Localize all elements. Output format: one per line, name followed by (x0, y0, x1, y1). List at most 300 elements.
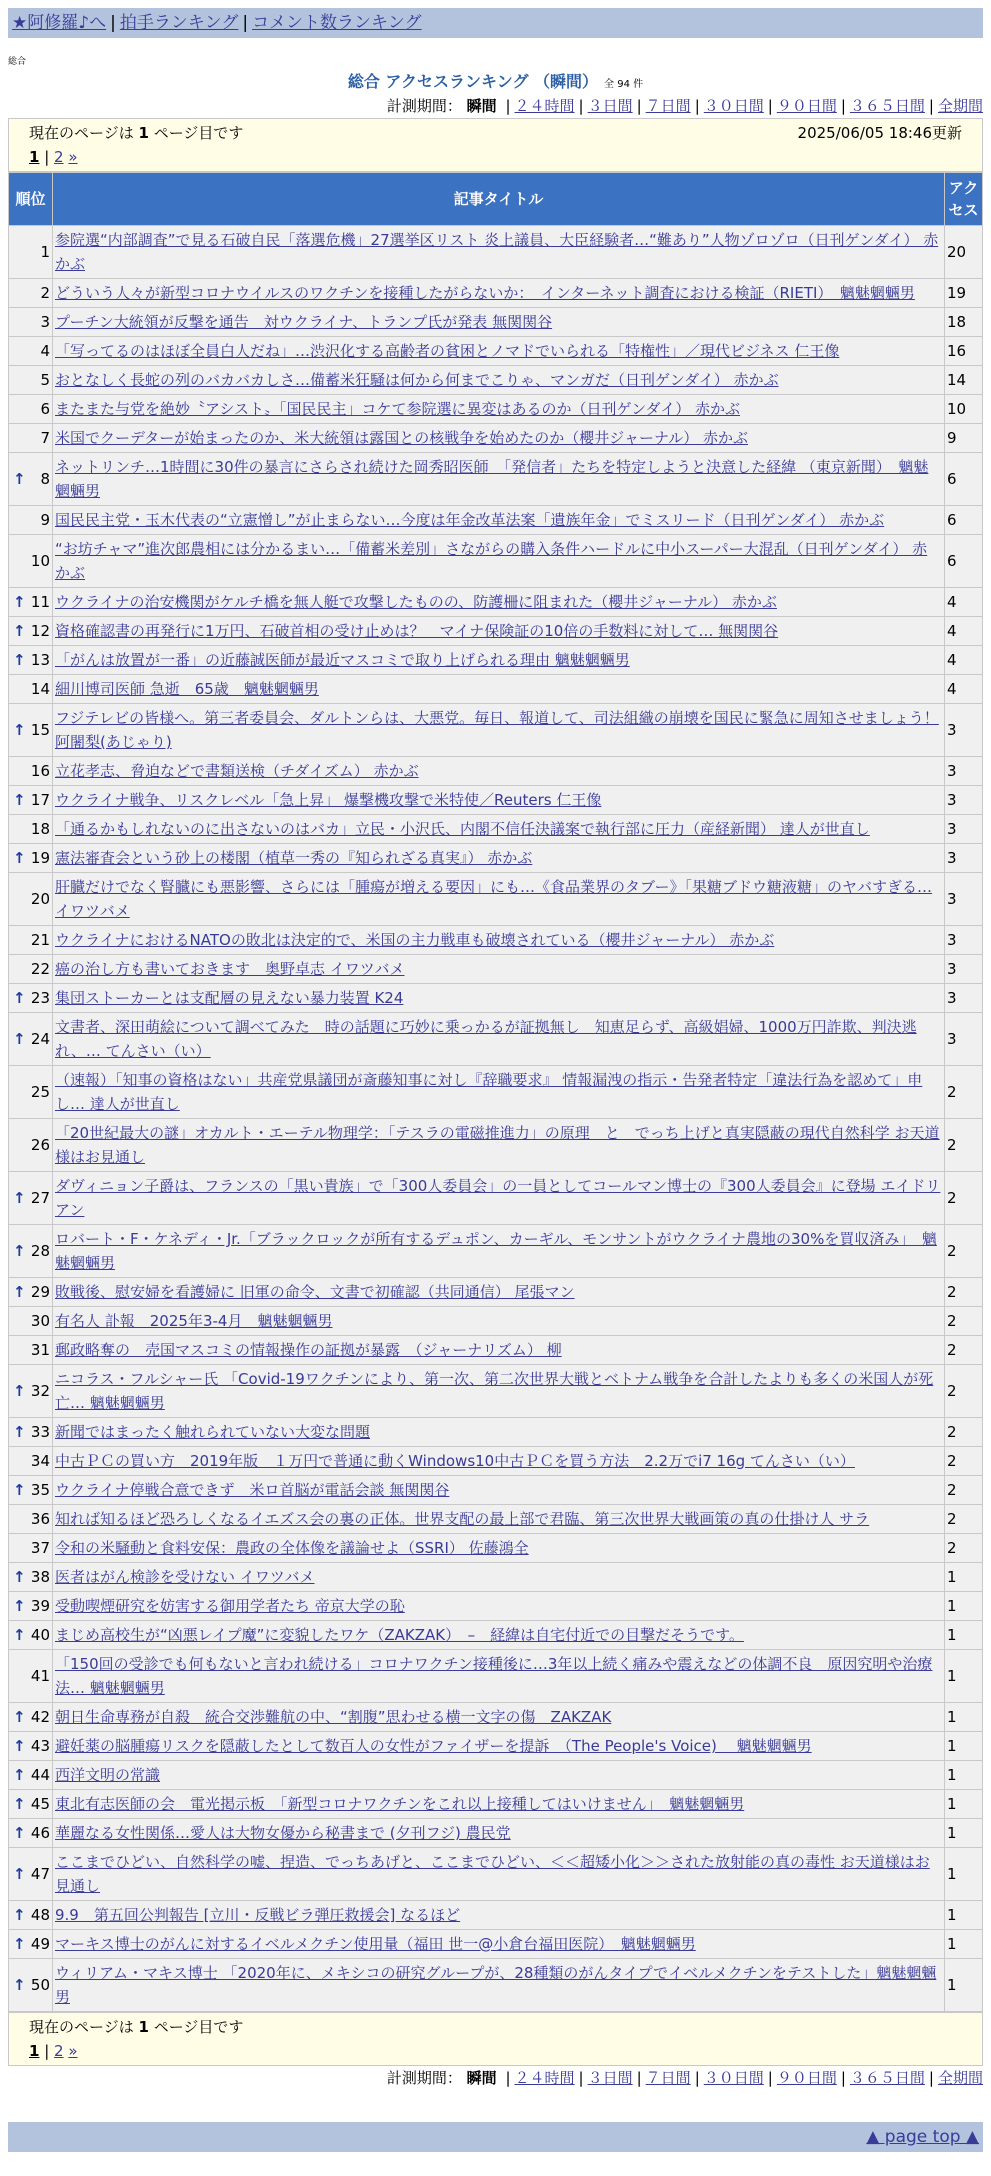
access-count: 2 (945, 1066, 983, 1119)
table-row (9, 1848, 983, 1901)
table-row (9, 1307, 983, 1336)
table-row (9, 1225, 983, 1278)
table-row (9, 617, 983, 646)
up-arrow-icon: ↑ (13, 1283, 26, 1301)
access-count: 4 (945, 588, 983, 617)
rank-number: 13 (30, 651, 50, 669)
table-row (9, 588, 983, 617)
title-cell (53, 1505, 945, 1534)
period-link[interactable]: 全期間 (937, 97, 983, 115)
period-link[interactable]: ２４時間 (514, 2069, 575, 2087)
table-row (9, 675, 983, 704)
pager: 1 | 2 » (29, 2042, 78, 2060)
title-cell (53, 1703, 945, 1732)
period-selector-top (8, 94, 983, 118)
access-count: 16 (945, 337, 983, 366)
section-label: 総合 (8, 57, 27, 67)
article-link[interactable]: 「20世紀最大の謎」オカルト・エーテル物理学：「テスラの電磁推進力」の原理 と でっち上げと真実隠蔽の現代自然科学 お天道様はお見通し (55, 1124, 940, 1166)
access-count: 1 (945, 1650, 983, 1703)
page-info-text: 現在のページは 1 ページ目です (29, 124, 244, 142)
table-row (9, 1336, 983, 1365)
rank-number: 17 (30, 791, 50, 809)
rank-cell (9, 1848, 53, 1901)
table-row (9, 279, 983, 308)
table-row (9, 535, 983, 588)
table-row (9, 1172, 983, 1225)
rank-number: 37 (30, 1539, 50, 1557)
table-row (9, 1365, 983, 1418)
table-row (9, 646, 983, 675)
nav-separator: | (110, 13, 116, 33)
article-link[interactable]: ウクライナ停戦合意できず 米ロ首脳が電話会談 無関関谷 (55, 1481, 450, 1499)
rank-number: 7 (40, 429, 50, 447)
rank-number: 44 (30, 1766, 50, 1784)
rank-number: 11 (30, 593, 50, 611)
title-cell (53, 1225, 945, 1278)
rank-cell (9, 424, 53, 453)
article-link[interactable]: どういう人々が新型コロナウイルスのワクチンを接種したがらないか： インターネット調査における検証（RIETI） 魑魅魍魎男 (55, 284, 915, 302)
rank-number: 48 (30, 1906, 50, 1924)
article-link[interactable]: フジテレビの皆様へ。第三者委員会、ダルトンらは、大悪党。毎日、報道して、司法組織の崩壊を国民に緊急に周知させましょう！ 阿闍梨(あじゃり) (55, 709, 939, 751)
access-count: 3 (945, 844, 983, 873)
access-count: 4 (945, 617, 983, 646)
title-cell (53, 1901, 945, 1930)
rank-number: 46 (30, 1824, 50, 1842)
period-link[interactable]: ９０日間 (776, 97, 837, 115)
up-arrow-icon: ↑ (13, 622, 26, 640)
rank-number: 1 (40, 243, 50, 261)
rank-number: 50 (30, 1976, 50, 1994)
article-link[interactable]: ウクライナにおけるNATOの敗北は決定的で、米国の主力戦車も破壊されている（櫻井ジャーナル） 赤かぶ (55, 931, 775, 949)
period-link[interactable]: ７日間 (645, 97, 691, 115)
rank-number: 28 (30, 1242, 50, 1260)
period-links (501, 97, 983, 115)
pager-current[interactable]: 1 (29, 148, 40, 166)
title-cell (53, 675, 945, 704)
title-cell (53, 1336, 945, 1365)
table-row (9, 1790, 983, 1819)
ranking-total-count: 全 94 件 (604, 79, 644, 90)
rank-number: 23 (30, 989, 50, 1007)
pager-next[interactable]: » (68, 148, 78, 166)
rank-number: 16 (30, 762, 50, 780)
period-link[interactable]: ３６５日間 (849, 97, 925, 115)
access-count: 2 (945, 1534, 983, 1563)
nav-link-comment-ranking[interactable]: コメント数ランキング (252, 13, 422, 33)
access-count: 1 (945, 1959, 983, 2012)
title-cell (53, 337, 945, 366)
article-link[interactable]: 避妊薬の脳腫瘍リスクを隠蔽したとして数百人の女性がファイザーを提訴 （The People's Voice) 魑魅魍魎男 (55, 1737, 812, 1755)
period-separator: | (636, 97, 642, 115)
rank-cell (9, 1365, 53, 1418)
article-link[interactable]: 「150回の受診でも何もないと言われ続ける」コロナワクチン接種後に…3年以上続く痛みや震えなどの体調不良 原因究明や治療法… 魑魅魍魎男 (55, 1655, 933, 1697)
article-link[interactable]: 令和の米騒動と食料安保：農政の全体像を議論せよ（SSRI） 佐藤鴻全 (55, 1539, 529, 1557)
rank-cell (9, 1476, 53, 1505)
table-row (9, 1476, 983, 1505)
period-current: 瞬間 (466, 97, 497, 115)
period-separator: | (578, 2069, 584, 2087)
article-link[interactable]: 参院選“内部調査”で見る石破自民「落選危機」27選挙区リスト 炎上議員、大臣経験者…“難あり”人物ゾロゾロ（日刊ゲンダイ） 赤かぶ (55, 231, 939, 273)
up-arrow-icon: ↑ (13, 1423, 26, 1441)
rank-cell (9, 1278, 53, 1307)
article-link[interactable]: 肝臓だけでなく腎臓にも悪影響、さらには「腫瘍が増える要因」にも…《食品業界のタブー》「果糖ブドウ糖液糖」のヤバすぎる… イワツバメ (55, 878, 933, 920)
pager-next[interactable]: » (68, 2042, 78, 2060)
article-link[interactable]: ウィリアム・マキス博士 「2020年に、メキシコの研究グループが、28種類のがんタイプでイベルメクチンをテストした」魑魅魍魎男 (55, 1964, 937, 2006)
nav-link-applause-ranking[interactable]: 拍手ランキング (119, 13, 239, 33)
header-access: アクセス (945, 173, 983, 226)
article-link[interactable]: ウクライナ戦争、リスクレベル「急上昇」 爆撃機攻撃で米特使／Reuters 仁王像 (55, 791, 602, 809)
table-row (9, 1901, 983, 1930)
period-link[interactable]: ３日間 (587, 97, 633, 115)
rank-cell (9, 984, 53, 1013)
nav-separator: | (242, 13, 249, 33)
table-row (9, 757, 983, 786)
access-count: 3 (945, 873, 983, 926)
access-count: 18 (945, 308, 983, 337)
article-link[interactable]: ダヴィニョン子爵は、フランスの「黒い貴族」で「300人委員会」の一員としてコールマン博士の『300人委員会』に登場 エイドリアン (55, 1177, 941, 1219)
article-link[interactable]: 華麗なる女性関係…愛人は大物女優から秘書まで (夕刊フジ) 農民党 (55, 1824, 511, 1842)
up-arrow-icon: ↑ (13, 1382, 26, 1400)
table-row (9, 1732, 983, 1761)
page-info-text: 現在のページは 1 ページ目です (29, 2018, 244, 2036)
rank-cell (9, 1119, 53, 1172)
rank-cell (9, 757, 53, 786)
article-link[interactable]: ロバート・F・ケネディ・Jr.「ブラックロックが所有するデュポン、カーギル、モンサントがウクライナ農地の30%を買収済み」 魑魅魍魎男 (55, 1230, 937, 1272)
period-link[interactable]: ３日間 (587, 2069, 633, 2087)
rank-number: 27 (30, 1189, 50, 1207)
table-row (9, 815, 983, 844)
title-cell (53, 617, 945, 646)
access-count: 6 (945, 453, 983, 506)
rank-number: 12 (30, 622, 50, 640)
article-link[interactable]: （速報）「知事の資格はない」共産党県議団が斎藤知事に対し『辞職要求』 情報漏洩の指示・告発者特定「違法行為を認めて」申し… 達人が世直し (55, 1071, 923, 1113)
article-link[interactable]: 米国でクーデターが始まったのか、米大統領は露国との核戦争を始めたのか（櫻井ジャーナル） 赤かぶ (55, 429, 748, 447)
article-link[interactable]: おとなしく長蛇の列のバカバカしさ…備蓄米狂騒は何から何までこりゃ、マンガだ（日刊ゲンダイ） 赤かぶ (55, 371, 779, 389)
table-row (9, 453, 983, 506)
access-count: 1 (945, 1848, 983, 1901)
article-link[interactable]: ウクライナの治安機関がケルチ橋を無人艇で攻撃したものの、防護柵に阻まれた（櫻井ジャーナル） 赤かぶ (55, 593, 777, 611)
up-arrow-icon: ↑ (13, 1865, 26, 1883)
rank-cell (9, 588, 53, 617)
rank-number: 35 (30, 1481, 50, 1499)
rank-number: 45 (30, 1795, 50, 1813)
article-link[interactable]: マーキス博士のがんに対するイベルメクチン使用量（福田 世一@小倉台福田医院） 魑魅魍魎男 (55, 1935, 696, 1953)
table-row (9, 1278, 983, 1307)
article-link[interactable]: 集団ストーカーとは支配層の見えない暴力装置 K24 (55, 989, 404, 1007)
access-count: 2 (945, 1119, 983, 1172)
table-row (9, 395, 983, 424)
title-cell (53, 535, 945, 588)
period-separator: | (767, 2069, 773, 2087)
article-link[interactable]: 「がんは放置が一番」の近藤誠医師が最近マスコミで取り上げられる理由 魑魅魍魎男 (55, 651, 630, 669)
period-separator: | (694, 2069, 700, 2087)
period-current: 瞬間 (466, 2069, 497, 2087)
rank-cell (9, 955, 53, 984)
article-link[interactable]: 郵政略奪の 売国マスコミの情報操作の証拠が暴露 （ジャーナリズム） 柳 (55, 1341, 562, 1359)
table-row (9, 337, 983, 366)
update-timestamp: 2025/06/05 18:46更新 (797, 124, 962, 142)
rank-number: 42 (30, 1708, 50, 1726)
access-count: 2 (945, 1365, 983, 1418)
title-cell (53, 226, 945, 279)
access-count: 6 (945, 535, 983, 588)
page (8, 0, 983, 2152)
rank-number: 22 (30, 960, 50, 978)
access-count: 3 (945, 757, 983, 786)
table-row (9, 786, 983, 815)
rank-cell (9, 1172, 53, 1225)
access-count: 3 (945, 984, 983, 1013)
period-selector-bottom (8, 2066, 983, 2090)
rank-cell (9, 646, 53, 675)
table-row (9, 873, 983, 926)
table-row (9, 1013, 983, 1066)
rank-cell (9, 337, 53, 366)
access-count: 1 (945, 1621, 983, 1650)
bottom-bar (8, 2122, 983, 2152)
table-header-row (9, 173, 983, 226)
table-row (9, 704, 983, 757)
rank-number: 6 (40, 400, 50, 418)
article-link[interactable]: 「写ってるのはほぼ全員白人だね」…渋沢化する高齢者の貧困とノマドでいられる「特権性」／現代ビジネス 仁王像 (55, 342, 840, 360)
table-row (9, 926, 983, 955)
title-cell (53, 1819, 945, 1848)
rank-cell (9, 786, 53, 815)
access-count: 9 (945, 424, 983, 453)
title-cell (53, 395, 945, 424)
access-count: 2 (945, 1307, 983, 1336)
article-link[interactable]: ニコラス・フルシャー氏 「Covid-19ワクチンにより、第一次、第二次世界大戦とベトナム戦争を合計したよりも多くの米国人が死亡… 魑魅魍魎男 (55, 1370, 934, 1412)
up-arrow-icon: ↑ (13, 1737, 26, 1755)
rank-cell (9, 1959, 53, 2012)
title-cell (53, 1013, 945, 1066)
article-link[interactable]: 立花孝志、脅迫などで書類送検（チダイズム） 赤かぶ (55, 762, 419, 780)
rank-cell (9, 1013, 53, 1066)
rank-number: 18 (30, 820, 50, 838)
table-row (9, 844, 983, 873)
page-top-link[interactable]: ▲ page top ▲ (866, 2127, 979, 2147)
nav-link-asyura-home[interactable]: ★阿修羅♪へ (12, 13, 107, 33)
rank-number: 40 (30, 1626, 50, 1644)
table-row (9, 1563, 983, 1592)
access-count: 3 (945, 704, 983, 757)
period-link[interactable]: ３０日間 (703, 2069, 764, 2087)
rank-number: 2 (40, 284, 50, 302)
title-cell (53, 1534, 945, 1563)
table-row (9, 308, 983, 337)
access-count: 1 (945, 1819, 983, 1848)
period-link[interactable]: ３０日間 (703, 97, 764, 115)
rank-cell (9, 453, 53, 506)
title-cell (53, 1930, 945, 1959)
article-link[interactable]: 知れば知るほど恐ろしくなるイエズス会の裏の正体。世界支配の最上部で君臨、第三次世界大戦画策の真の仕掛け人 サラ (55, 1510, 870, 1528)
article-link[interactable]: プーチン大統領が反撃を通告 対ウクライナ、トランプ氏が発表 無関関谷 (55, 313, 553, 331)
rank-number: 32 (30, 1382, 50, 1400)
access-count: 1 (945, 1930, 983, 1959)
title-cell (53, 1563, 945, 1592)
rank-number: 20 (30, 890, 50, 908)
article-link[interactable]: 有名人 訃報 2025年3-4月 魑魅魍魎男 (55, 1312, 333, 1330)
title-cell (53, 1732, 945, 1761)
access-count: 4 (945, 646, 983, 675)
up-arrow-icon: ↑ (13, 593, 26, 611)
rank-cell (9, 1307, 53, 1336)
period-link[interactable]: ７日間 (645, 2069, 691, 2087)
title-cell (53, 453, 945, 506)
up-arrow-icon: ↑ (13, 1766, 26, 1784)
table-row (9, 506, 983, 535)
rank-number: 21 (30, 931, 50, 949)
rank-cell (9, 1930, 53, 1959)
article-link[interactable]: 細川博司医師 急逝 65歳 魑魅魍魎男 (55, 680, 319, 698)
article-link[interactable]: 癌の治し方も書いておきます 奥野卓志 イワツバメ (55, 960, 405, 978)
title-cell (53, 1066, 945, 1119)
rank-number: 49 (30, 1935, 50, 1953)
rank-number: 31 (30, 1341, 50, 1359)
rank-cell (9, 395, 53, 424)
title-cell (53, 1365, 945, 1418)
title-cell (53, 1621, 945, 1650)
article-link[interactable]: 文書者、深田萌絵について調べてみた 時の話題に巧妙に乗っかるが証拠無し 知恵足らず、高級娼婦、1000万円詐欺、判決逃れ、… てんさい（い） (55, 1018, 917, 1060)
title-cell (53, 1307, 945, 1336)
access-count: 6 (945, 506, 983, 535)
article-link[interactable]: まじめ高校生が“凶悪レイプ魔”に変貌したワケ（ZAKZAK） – 経緯は自宅付近での目撃だそうです。 (55, 1626, 744, 1644)
rank-number: 36 (30, 1510, 50, 1528)
rank-cell (9, 1819, 53, 1848)
page-info-top (8, 118, 983, 172)
period-separator: | (928, 2069, 934, 2087)
title-cell (53, 704, 945, 757)
period-link[interactable]: ３６５日間 (849, 2069, 925, 2087)
ranking-table (8, 172, 983, 2012)
pager-current[interactable]: 1 (29, 2042, 40, 2060)
article-link[interactable]: “お坊チャマ”進次郎農相には分かるまい…「備蓄米差別」さながらの購入条件ハードルに中小スーパー大混乱（日刊ゲンダイ） 赤かぶ (55, 540, 928, 582)
period-separator: | (578, 97, 584, 115)
rank-number: 19 (30, 849, 50, 867)
up-arrow-icon: ↑ (13, 1976, 26, 1994)
rank-cell (9, 366, 53, 395)
rank-number: 33 (30, 1423, 50, 1441)
table-row (9, 1819, 983, 1848)
title-cell (53, 1447, 945, 1476)
period-separator: | (840, 97, 846, 115)
period-link[interactable]: ２４時間 (514, 97, 575, 115)
article-link[interactable]: 資格確認書の再発行に1万円、石破首相の受け止めは？ マイナ保険証の10倍の手数料に対して… 無関関谷 (55, 622, 779, 640)
access-count: 2 (945, 1225, 983, 1278)
rank-cell (9, 1761, 53, 1790)
period-separator: | (767, 97, 773, 115)
rank-number: 34 (30, 1452, 50, 1470)
article-link[interactable]: 受動喫煙研究を妨害する御用学者たち 帝京大学の恥 (55, 1597, 405, 1615)
rank-cell (9, 926, 53, 955)
rank-cell (9, 1418, 53, 1447)
rank-cell (9, 844, 53, 873)
period-label: 計測期間： (386, 97, 462, 115)
access-count: 1 (945, 1563, 983, 1592)
rank-cell (9, 1066, 53, 1119)
article-link[interactable]: 医者はがん検診を受けない イワツバメ (55, 1568, 315, 1586)
article-link[interactable]: ネットリンチ…1時間に30件の暴言にさらされ続けた岡秀昭医師 「発信者」たちを特定しようと決意した経緯 （東京新聞） 魑魅魍魎男 (55, 458, 929, 500)
article-link[interactable]: 「通るかもしれないのに出さないのはバカ」立民・小沢氏、内閣不信任決議案で執行部に圧力（産経新聞） 達人が世直し (55, 820, 870, 838)
rank-cell (9, 506, 53, 535)
table-row (9, 1119, 983, 1172)
title-cell (53, 588, 945, 617)
rank-cell (9, 1225, 53, 1278)
rank-number: 38 (30, 1568, 50, 1586)
rank-cell (9, 1592, 53, 1621)
rank-number: 8 (40, 470, 50, 488)
article-link[interactable]: 新聞ではまったく触れられていない大変な問題 (55, 1423, 371, 1441)
table-row (9, 366, 983, 395)
article-link[interactable]: 国民民主党・玉木代表の“立憲憎し”が止まらない…今度は年金改革法案「遺族年金」でミスリード（日刊ゲンダイ） 赤かぶ (55, 511, 885, 529)
rank-number: 39 (30, 1597, 50, 1615)
up-arrow-icon: ↑ (13, 1795, 26, 1813)
top-nav-bar (8, 8, 983, 38)
title-cell (53, 1476, 945, 1505)
table-row (9, 1418, 983, 1447)
up-arrow-icon: ↑ (13, 1030, 26, 1048)
table-row (9, 1930, 983, 1959)
article-link[interactable]: ここまでひどい、自然科学の嘘、捏造、でっちあげと、ここまでひどい、＜＜超矮小化＞＞された放射能の真の毒性 お天道様はお見通し (55, 1853, 930, 1895)
article-link[interactable]: 朝日生命専務が自殺 統合交渉難航の中、“割腹”思わせる横一文字の傷 ZAKZAK (55, 1708, 612, 1726)
rank-cell (9, 1336, 53, 1365)
title-cell (53, 1418, 945, 1447)
table-row (9, 424, 983, 453)
rank-number: 9 (40, 511, 50, 529)
rank-cell (9, 1505, 53, 1534)
article-link[interactable]: 憲法審査会という砂上の楼閣（植草一秀の『知られざる真実』） 赤かぶ (55, 849, 533, 867)
rank-number: 47 (30, 1865, 50, 1883)
up-arrow-icon: ↑ (13, 651, 26, 669)
period-link[interactable]: 全期間 (937, 2069, 983, 2087)
up-arrow-icon: ↑ (13, 470, 26, 488)
up-arrow-icon: ↑ (13, 1189, 26, 1207)
period-separator: | (840, 2069, 846, 2087)
access-count: 1 (945, 1703, 983, 1732)
access-count: 3 (945, 955, 983, 984)
rank-number: 5 (40, 371, 50, 389)
rank-number: 14 (30, 680, 50, 698)
title-cell (53, 926, 945, 955)
article-link[interactable]: 9.9 第五回公判報告 [立川・反戦ビラ弾圧救援会] なるほど (55, 1906, 461, 1924)
title-cell (53, 786, 945, 815)
table-row (9, 226, 983, 279)
article-link[interactable]: 中古ＰＣの買い方 2019年版 １万円で普通に動くWindows10中古ＰＣを買う方法 2.2万でi7 16g てんさい（い） (55, 1452, 855, 1470)
pager-page-2[interactable]: 2 (54, 148, 64, 166)
title-cell (53, 279, 945, 308)
up-arrow-icon: ↑ (13, 1824, 26, 1842)
period-link[interactable]: ９０日間 (776, 2069, 837, 2087)
article-link[interactable]: 東北有志医師の会 電光掲示板 「新型コロナワクチンをこれ以上接種してはいけません」 魑魅魍魎男 (55, 1795, 745, 1813)
period-separator: | (636, 2069, 642, 2087)
table-row (9, 1592, 983, 1621)
rank-cell (9, 675, 53, 704)
rank-number: 15 (30, 721, 50, 739)
pager-page-2[interactable]: 2 (54, 2042, 64, 2060)
period-separator: | (928, 97, 934, 115)
pager: 1 | 2 » (29, 148, 78, 166)
table-row (9, 1534, 983, 1563)
article-link[interactable]: 西洋文明の常識 (55, 1766, 161, 1784)
article-link[interactable]: またまた与党を絶妙〝アシスト〟「国民民主」コケて参院選に異変はあるのか（日刊ゲンダイ） 赤かぶ (55, 400, 741, 418)
access-count: 2 (945, 1418, 983, 1447)
access-count: 2 (945, 1172, 983, 1225)
access-count: 2 (945, 1336, 983, 1365)
rank-number: 29 (30, 1283, 50, 1301)
article-link[interactable]: 敗戦後、慰安婦を看護婦に 旧軍の命令、文書で初確認（共同通信） 尾張マン (55, 1283, 575, 1301)
up-arrow-icon: ↑ (13, 989, 26, 1007)
access-count: 4 (945, 675, 983, 704)
